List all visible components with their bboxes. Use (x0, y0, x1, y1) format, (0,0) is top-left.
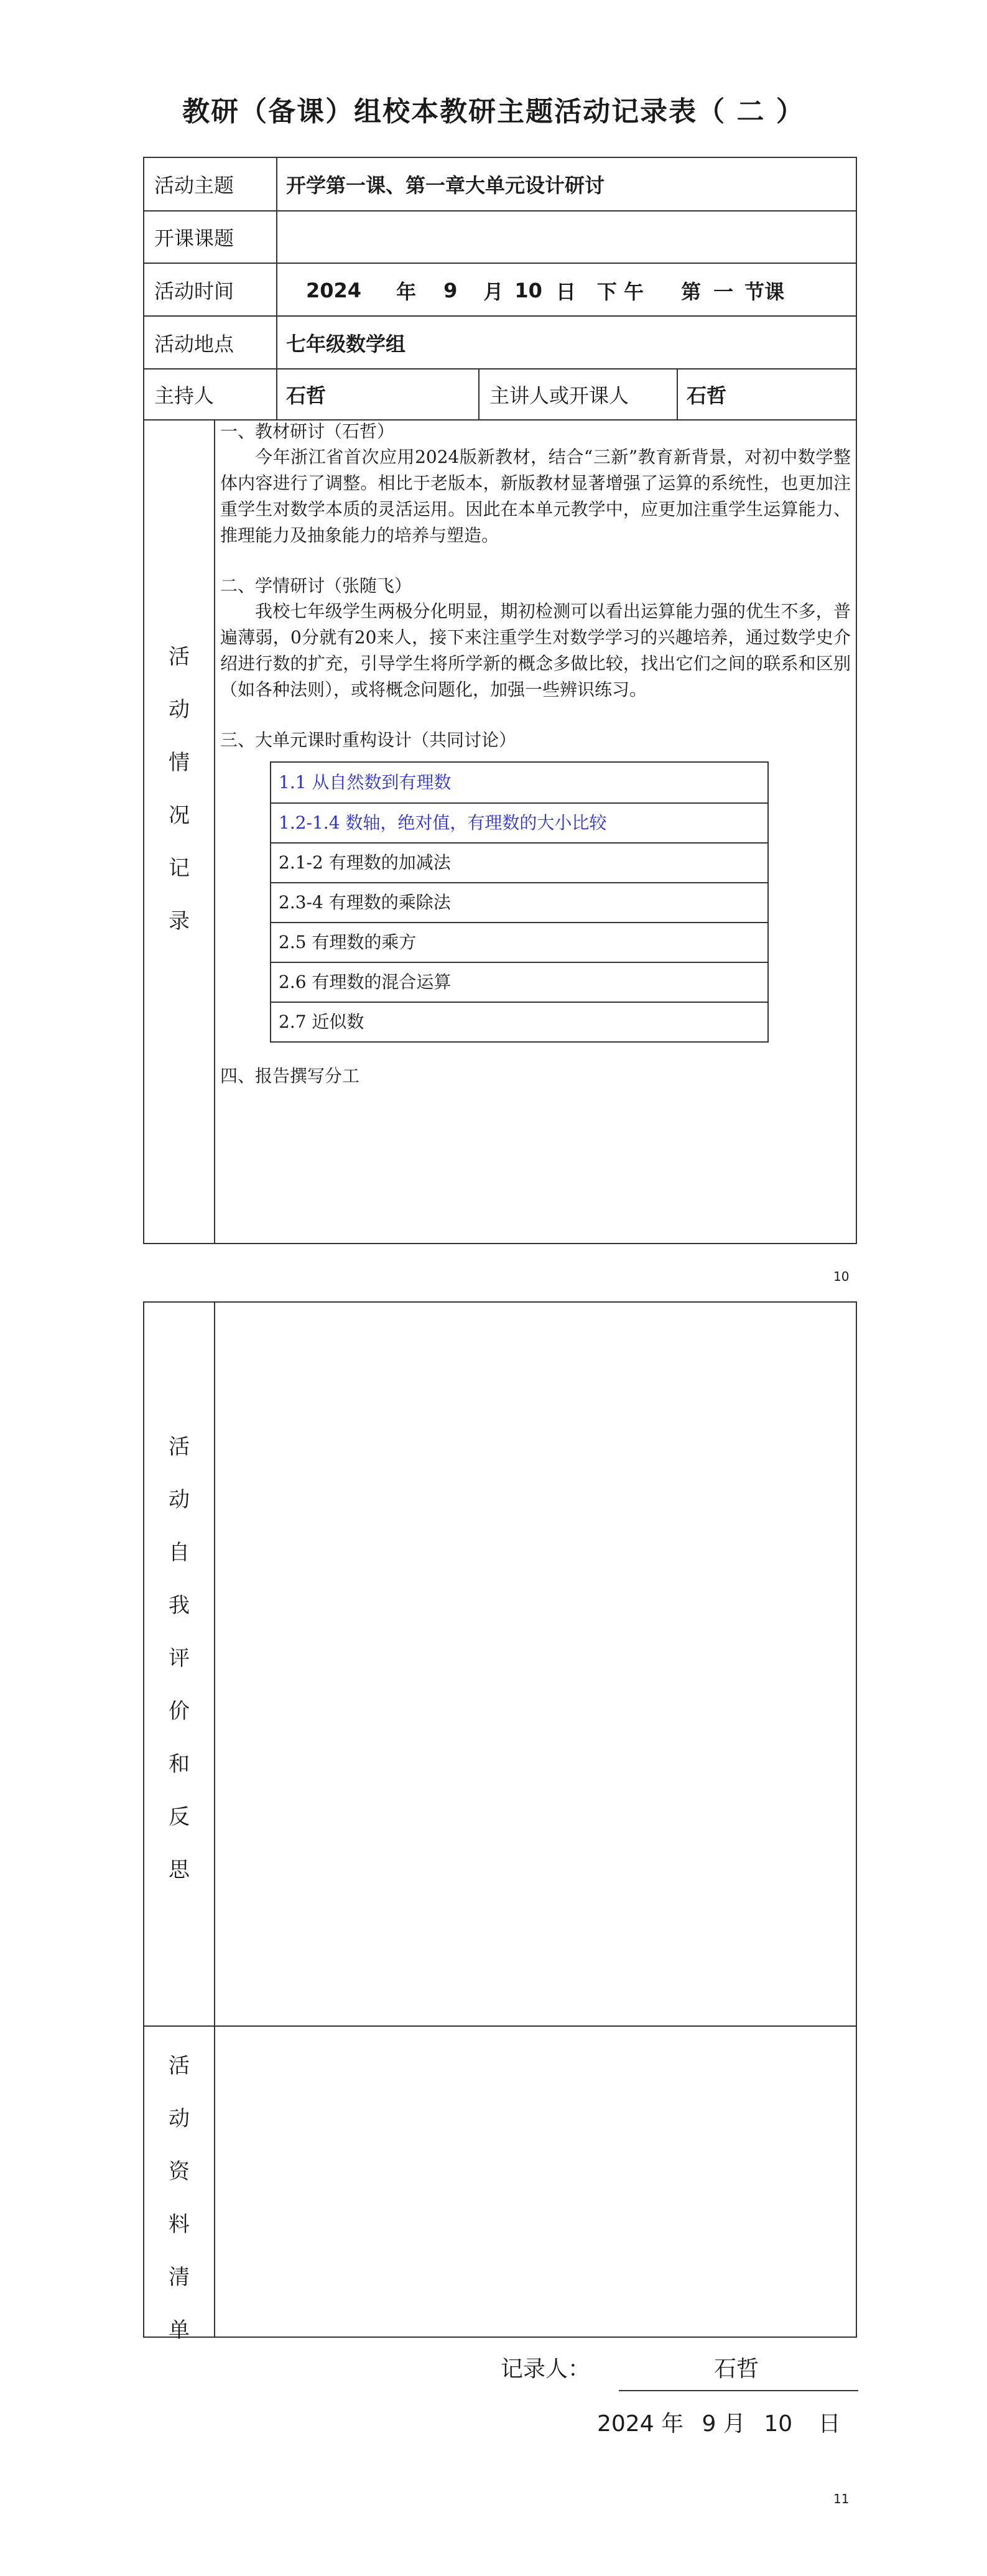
label-char: 清 (169, 2265, 190, 2290)
label-char: 我 (169, 1593, 190, 1618)
date-month-unit: 月 (723, 2411, 746, 2437)
time-month-unit: 月 (483, 280, 504, 304)
label-char: 和 (169, 1752, 190, 1777)
label-char: 活 (169, 644, 190, 669)
topic-label: 开课课题 (154, 226, 234, 250)
label-char: 况 (169, 803, 190, 828)
label-char: 自 (169, 1540, 190, 1565)
reflection-table (143, 1301, 857, 2343)
place-label: 活动地点 (154, 332, 234, 356)
unit-row: 2.3-4 有理数的乘除法 (271, 882, 767, 922)
label-char: 动 (169, 2106, 190, 2131)
time-period: 下 午 (596, 280, 644, 304)
label-char: 动 (169, 697, 190, 722)
topic-value (277, 212, 856, 263)
unit-row: 2.7 近似数 (271, 1002, 767, 1041)
recorder-label: 记录人： (501, 2356, 591, 2382)
unit-row: 2.1-2 有理数的加减法 (271, 842, 767, 882)
label-char: 录 (169, 909, 190, 934)
label-char: 评 (169, 1646, 190, 1671)
label-char: 动 (169, 1487, 190, 1512)
time-lesson-num: 一 (713, 280, 734, 304)
section-4-title: 四、报告撰写分工 (220, 1066, 360, 1086)
host-label: 主持人 (154, 384, 215, 407)
label-char: 单 (169, 2318, 190, 2343)
host-value: 石哲 (286, 384, 327, 407)
unit-row: 1.2-1.4 数轴，绝对值，有理数的大小比较 (271, 802, 767, 842)
theme-value: 开学第一课、第一章大单元设计研讨 (286, 174, 605, 197)
section-2-text: 我校七年级学生两极分化明显，期初检测可以看出运算能力强的优生不多，普遍薄弱，0分就有20来人，接下来注重学生对数学学习的兴趣培养，通过数学史介绍进行数的扩充，引导学生将所学新的概念多做比较，找出它们之间的联系和区别（如各种法则），或将概念问题化，加强一些辨识练习。 (220, 601, 851, 700)
section-2-title: 二、学情研讨（张随飞） (220, 575, 412, 596)
date-day: 10 (764, 2411, 793, 2437)
time-label: 活动时间 (154, 279, 234, 303)
time-day-unit: 日 (555, 280, 576, 304)
label-char: 记 (169, 856, 190, 881)
time-day: 10 (514, 279, 542, 302)
section-3-title: 三、大单元课时重构设计（共同讨论） (220, 730, 517, 750)
date-day-unit: 日 (818, 2411, 841, 2437)
unit-row: 2.6 有理数的混合运算 (271, 962, 767, 1002)
date-year-unit: 年 (661, 2411, 684, 2437)
page-number: 10 (833, 1269, 850, 1284)
recorder-underline (619, 2390, 858, 2391)
time-lesson-prefix: 第 (681, 280, 702, 304)
page-number: 11 (833, 2491, 850, 2506)
speaker-value: 石哲 (687, 384, 727, 407)
materials-label (144, 2040, 214, 2357)
label-char: 价 (169, 1699, 190, 1724)
self-eval-label (144, 1421, 214, 1897)
time-lesson-suffix: 节课 (744, 280, 785, 304)
label-char: 活 (169, 1434, 190, 1459)
activity-time (306, 264, 784, 317)
theme-label: 活动主题 (154, 174, 234, 197)
time-year: 2024 (306, 279, 362, 302)
date-month: 9 (702, 2411, 716, 2437)
date-year: 2024 (597, 2411, 654, 2437)
label-char: 活 (169, 2053, 190, 2078)
section-1-text: 今年浙江省首次应用2024版新教材，结合“三新”教育新背景，对初中数学整体内容进行了调整。相比于老版本，新版教材显著增强了运算的系统性，也更加注重学生对数学本质的灵活运用。因此在本单元教学中，应更加注重学生运算能力、推理能力及抽象能力的培养与塑造。 (220, 447, 851, 546)
record-date (597, 2406, 841, 2438)
page-title: 教研（备课）组校本教研主题活动记录表（ 二 ） (182, 96, 805, 128)
unit-row: 1.1 从自然数到有理数 (279, 772, 452, 793)
label-char: 料 (169, 2212, 190, 2237)
activity-record-label (144, 631, 214, 948)
activity-record-content (214, 419, 858, 1089)
section-1-title: 一、教材研讨（石哲） (220, 421, 395, 442)
time-year-unit: 年 (396, 280, 417, 304)
label-char: 思 (169, 1858, 190, 1882)
label-char: 反 (169, 1805, 190, 1830)
activity-record-table (143, 157, 857, 1244)
time-month: 9 (443, 279, 458, 302)
speaker-label: 主讲人或开课人 (489, 384, 629, 407)
recorder-name: 石哲 (714, 2356, 759, 2382)
place-value: 七年级数学组 (286, 332, 406, 356)
unit-lesson-table (270, 761, 769, 1043)
unit-row: 2.5 有理数的乘方 (271, 922, 767, 962)
label-char: 资 (169, 2159, 190, 2184)
label-char: 情 (169, 750, 190, 775)
